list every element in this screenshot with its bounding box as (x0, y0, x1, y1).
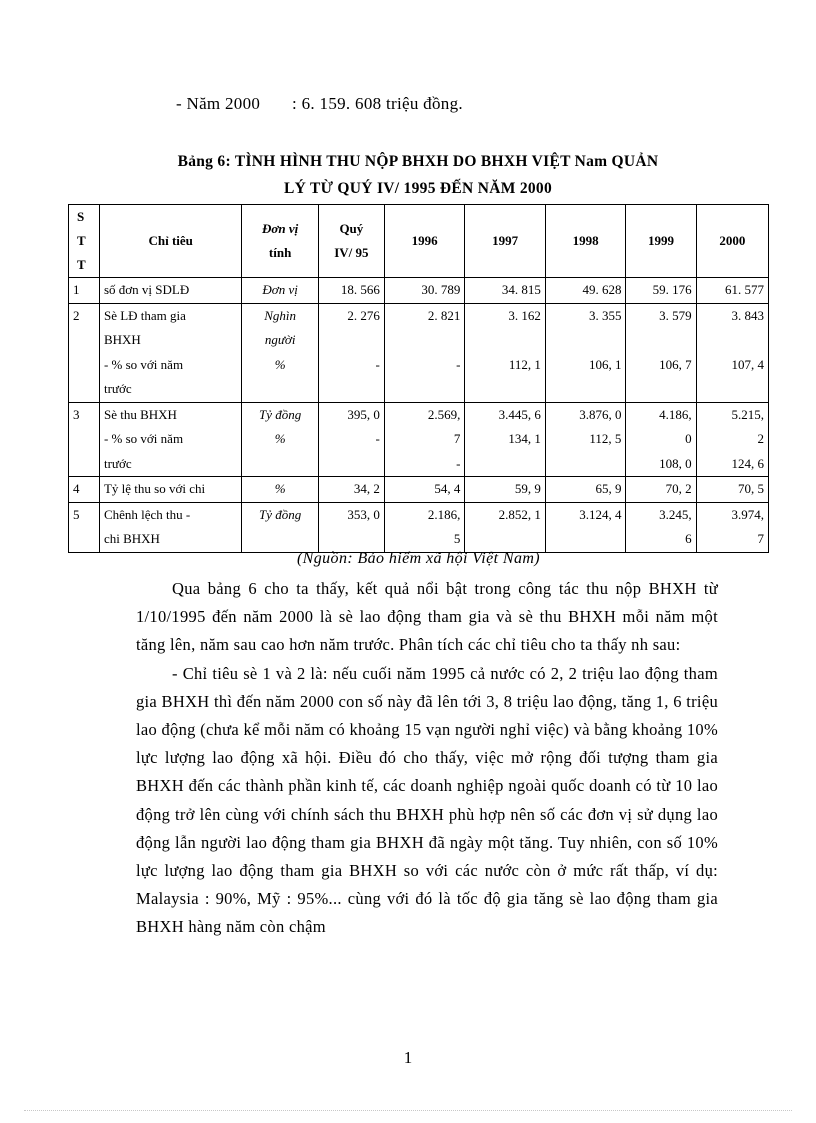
cell-line: 2.852, 1 (498, 506, 541, 522)
cell-unit (242, 502, 318, 552)
cell-indicator (99, 477, 241, 503)
cell-y1996 (384, 502, 465, 552)
cell-y2000 (696, 303, 768, 402)
cell-y1997 (465, 477, 546, 503)
cell-line: 5 (453, 531, 461, 546)
cell-y2000 (696, 502, 768, 552)
cell-line: 49. 628 (582, 282, 622, 297)
cell-y1999 (626, 303, 696, 402)
cell-unit (242, 402, 318, 477)
cell-line: 2.569, (427, 406, 461, 422)
header-q4-line2: IV/ 95 (334, 245, 369, 260)
cell-line: % (274, 431, 286, 446)
cell-indicator (99, 278, 241, 304)
bhxh-table (68, 204, 769, 553)
header-unit-line1: Đơn vị (262, 220, 299, 236)
cell-line: % (274, 356, 286, 372)
cell-line: - % so với năm (103, 431, 184, 446)
cell-y1998 (545, 303, 626, 402)
cell-line (469, 328, 541, 353)
cell-line: 3. 355 (588, 307, 622, 323)
header-stt-s: S (77, 209, 85, 224)
cell-line: 2. 276 (347, 307, 380, 323)
cell-y1996 (384, 278, 465, 304)
cell-stt: 3 (69, 402, 100, 477)
cell-line: 70, 5 (738, 481, 764, 496)
cell-line: 395, 0 (347, 406, 380, 422)
cell-line: 112, 5 (589, 431, 622, 446)
table-row (69, 303, 769, 402)
header-q4-95 (318, 205, 384, 278)
cell-q (318, 402, 384, 477)
cell-line: % (274, 481, 286, 496)
cell-line: 59. 176 (652, 282, 692, 297)
cell-line: 0 (685, 431, 692, 446)
cell-line: 59, 9 (514, 481, 541, 496)
cell-q (318, 477, 384, 503)
table-row (69, 278, 769, 304)
cell-line: - (456, 356, 461, 372)
cell-line: người (264, 332, 296, 347)
header-1999: 1999 (626, 205, 696, 278)
cell-line (630, 328, 691, 353)
cell-line: 112, 1 (508, 356, 541, 372)
cell-line: 106, 1 (588, 356, 622, 372)
cell-y1999 (626, 502, 696, 552)
cell-line: 106, 7 (659, 356, 692, 372)
header-stt-t2: T (77, 257, 86, 272)
cell-line: Sè thu BHXH (103, 406, 177, 422)
cell-line: - (375, 431, 380, 446)
cell-line: trước (103, 455, 132, 471)
cell-y1999 (626, 278, 696, 304)
page-number: 1 (403, 1048, 413, 1067)
cell-line: số đơn vị SDLĐ (103, 282, 190, 297)
cell-indicator (99, 502, 241, 552)
cell-line: 2. 821 (427, 307, 461, 323)
cell-line: 3.124, 4 (579, 506, 622, 522)
cell-unit (242, 278, 318, 304)
header-stt (69, 205, 100, 278)
cell-line: 18. 566 (340, 282, 380, 297)
cell-line: 7 (453, 431, 461, 446)
cell-y1997 (465, 502, 546, 552)
cell-line: 3.974, (731, 506, 764, 522)
cell-stt: 5 (69, 502, 100, 552)
cell-unit (242, 303, 318, 402)
cell-stt: 2 (69, 303, 100, 402)
cell-line: Tỷ lệ thu so với chi (103, 481, 206, 496)
cell-q (318, 278, 384, 304)
paragraph-1: Qua bảng 6 cho ta thấy, kết quả nổi bật trong công tác thu nộp BHXH từ 1/10/1995 đến năm 2000 là sè lao động tham gia và sè thu BHXH mỗi năm một tăng lên, năm sau cao hơn năm trước. Phân tích các chỉ tiêu cho ta thấy nh sau: (136, 579, 718, 655)
paragraph-2: - Chỉ tiêu sè 1 và 2 là: nếu cuối năm 1995 cả nước có 2, 2 triệu lao động tham gia BHXH thì đến năm 2000 con số này đã lên tới 3, 8 triệu lao động, tăng 1, 6 triệu lao động (chưa kể mỗi năm có khoảng 15 vạn người nghỉ việc) và bằng khoảng 10% lực lượng lao động xã hội. Điều đó cho thấy, việc mở rộng đối tượng tham gia BHXH đến các thành phần kinh tế, các doanh nghiệp ngoài quốc doanh có từ 10 lao động trở lên cùng với chính sách thu BHXH phù hợp nên số các đơn vị sử dụng lao động lẫn người lao động tham gia BHXH đã ngày một tăng. Tuy nhiên, con số 10% lực lượng lao động tham gia BHXH so với các nước còn ở mức rất thấp, ví dụ: Malaysia : 90%, Mỹ : 95%... cùng với đó là tốc độ gia tăng sè lao động tham gia BHXH hàng năm còn chậm (136, 663, 718, 937)
cell-line: 65, 9 (595, 481, 622, 496)
body-text (136, 575, 718, 942)
cell-line: Tỷ đồng (259, 506, 302, 522)
header-q4-line1: Quý (339, 220, 364, 236)
cell-line (323, 328, 380, 353)
cell-y1997 (465, 303, 546, 402)
cell-line: 6 (685, 531, 692, 546)
cell-y1996 (384, 402, 465, 477)
cell-line: 4.186, (659, 406, 692, 422)
cell-y1998 (545, 278, 626, 304)
cell-line (701, 328, 764, 353)
footer-divider (24, 1110, 792, 1111)
cell-stt: 1 (69, 278, 100, 304)
cell-indicator (99, 402, 241, 477)
table-body (69, 278, 769, 553)
header-1998: 1998 (545, 205, 626, 278)
cell-line: 70, 2 (665, 481, 692, 496)
cell-q (318, 502, 384, 552)
cell-line: - (375, 356, 380, 372)
cell-line: 108, 0 (659, 455, 692, 471)
cell-line: 2.186, (427, 506, 461, 522)
cell-line (389, 328, 461, 353)
cell-line: 107, 4 (731, 356, 764, 372)
cell-line: 61. 577 (725, 282, 764, 297)
cell-y1998 (545, 502, 626, 552)
header-1997: 1997 (465, 205, 546, 278)
cell-line: 3. 843 (731, 307, 764, 323)
cell-line: trước (103, 381, 132, 396)
table-row (69, 502, 769, 552)
header-indicator: Chỉ tiêu (99, 205, 241, 278)
header-1996: 1996 (384, 205, 465, 278)
header-unit (242, 205, 318, 278)
cell-line: 54, 4 (434, 481, 461, 496)
cell-stt: 4 (69, 477, 100, 503)
header-unit-line2: tính (268, 245, 292, 260)
table-row (69, 477, 769, 503)
cell-line: 3.876, 0 (579, 406, 622, 422)
cell-line: 353, 0 (347, 506, 380, 522)
cell-line: 34, 2 (353, 481, 380, 496)
cell-line: Chênh lệch thu - (103, 506, 191, 522)
table-source: (Nguồn: Bảo hiểm xã hội Việt Nam) (296, 550, 541, 567)
table-row (69, 402, 769, 477)
cell-line: 3.245, (659, 506, 692, 522)
cell-y1997 (465, 402, 546, 477)
cell-line: - (456, 455, 461, 471)
cell-y2000 (696, 477, 768, 503)
table-caption-line1: Bảng 6: TÌNH HÌNH THU NỘP BHXH DO BHXH VIỆT Nam QUẢN (177, 153, 659, 170)
cell-y1999 (626, 477, 696, 503)
header-2000: 2000 (696, 205, 768, 278)
header-stt-t1: T (77, 233, 86, 248)
table-header-row (69, 205, 769, 278)
top-summary-line: - Năm 2000 : 6. 159. 608 triệu đồng. (176, 94, 463, 113)
cell-line (550, 328, 622, 353)
cell-y1999 (626, 402, 696, 477)
cell-y2000 (696, 402, 768, 477)
cell-line: Đơn vị (262, 282, 298, 297)
cell-line: 3. 162 (508, 307, 541, 323)
cell-line: - % so với năm (103, 356, 184, 372)
cell-line: BHXH (103, 332, 141, 347)
cell-y1996 (384, 303, 465, 402)
cell-line: 3.445, 6 (498, 406, 541, 422)
cell-y2000 (696, 278, 768, 304)
cell-line: Tỷ đồng (259, 406, 302, 422)
cell-line: 7 (757, 531, 764, 546)
cell-line: chi BHXH (103, 531, 160, 546)
cell-line: Nghìn (264, 307, 297, 323)
cell-line: Sè LĐ tham gia (103, 307, 186, 323)
cell-unit (242, 477, 318, 503)
cell-line: 5.215, (731, 406, 764, 422)
cell-y1998 (545, 477, 626, 503)
cell-y1996 (384, 477, 465, 503)
table-caption-line2: LÝ TỪ QUÝ IV/ 1995 ĐẾN NĂM 2000 (283, 180, 553, 197)
cell-q (318, 303, 384, 402)
cell-indicator (99, 303, 241, 402)
cell-line: 124, 6 (731, 455, 764, 471)
cell-y1997 (465, 278, 546, 304)
cell-line: 2 (757, 431, 764, 446)
cell-line: 134, 1 (508, 431, 541, 446)
cell-line: 34. 815 (501, 282, 541, 297)
cell-y1998 (545, 402, 626, 477)
cell-line: 30. 789 (421, 282, 461, 297)
cell-line: 3. 579 (659, 307, 692, 323)
